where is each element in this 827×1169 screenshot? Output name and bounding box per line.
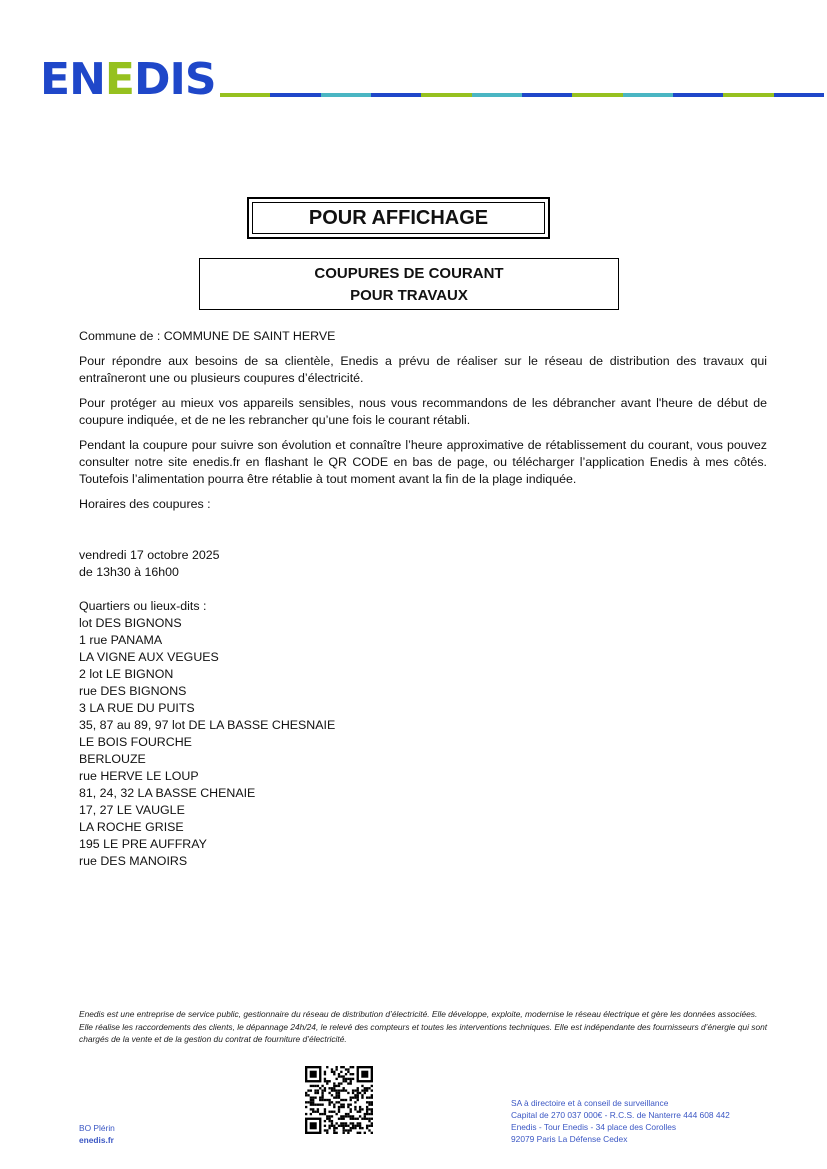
page-title: POUR AFFICHAGE [252, 202, 545, 234]
subtitle-line-1: COUPURES DE COURANT [314, 265, 504, 282]
legal-line: Capital de 270 037 000€ - R.C.S. de Nanterre 444 608 442 [511, 1110, 730, 1120]
stripe-segment [421, 93, 471, 97]
paragraph-3: Pendant la coupure pour suivre son évolution et connaître l’heure approximative de rétablissement du courant, vous pouvez consulter notre site enedis.fr en flashant le QR CODE en bas de page, ou télécharger l’application Enedis à mes côtés. Toutefois l’alimentation pourra être rétablie à tout moment avant la fin de la plage indiquée. [79, 438, 767, 486]
quartiers-label: Quartiers ou lieux-dits : [79, 599, 207, 613]
legal-line: SA à directoire et à conseil de surveillance [511, 1098, 669, 1108]
title-box [247, 197, 550, 239]
list-item: rue DES BIGNONS [79, 684, 187, 698]
office-name: BO Plérin [79, 1123, 115, 1133]
list-item: 2 lot LE BIGNON [79, 667, 174, 681]
list-item: rue DES MANOIRS [79, 854, 188, 868]
stripe-segment [522, 93, 572, 97]
header-stripe [220, 93, 824, 97]
stripe-segment [270, 93, 320, 97]
subtitle-box [199, 258, 619, 310]
qr-code[interactable] [305, 1066, 373, 1134]
legal-line: Enedis - Tour Enedis - 34 place des Corolles [511, 1122, 677, 1132]
outage-date: vendredi 17 octobre 2025 [79, 548, 220, 562]
outage-time: de 13h30 à 16h00 [79, 565, 179, 579]
subtitle-line-2: POUR TRAVAUX [350, 287, 468, 304]
horaires-label: Horaires des coupures : [79, 497, 211, 511]
stripe-segment [572, 93, 622, 97]
list-item: LA VIGNE AUX VEGUES [79, 650, 219, 664]
stripe-segment [723, 93, 773, 97]
list-item: 1 rue PANAMA [79, 633, 163, 647]
website-link[interactable]: enedis.fr [79, 1135, 114, 1145]
stripe-segment [472, 93, 522, 97]
list-item: LE BOIS FOURCHE [79, 735, 192, 749]
enedis-logo [40, 56, 220, 102]
list-item: LA ROCHE GRISE [79, 820, 184, 834]
legal-line: 92079 Paris La Défense Cedex [511, 1134, 628, 1144]
list-item: lot DES BIGNONS [79, 616, 182, 630]
footer-office [79, 1122, 115, 1146]
paragraph-1: Pour répondre aux besoins de sa clientèle, Enedis a prévu de réaliser sur le réseau de distribution des travaux qui entraîneront une ou plusieurs coupures d’électricité. [79, 354, 767, 385]
list-item: BERLOUZE [79, 752, 146, 766]
stripe-segment [220, 93, 270, 97]
list-item: 195 LE PRE AUFFRAY [79, 837, 207, 851]
commune-line: Commune de : COMMUNE DE SAINT HERVE [79, 329, 336, 343]
list-item: 17, 27 LE VAUGLE [79, 803, 185, 817]
list-item: rue HERVE LE LOUP [79, 769, 199, 783]
list-item: 81, 24, 32 LA BASSE CHENAIE [79, 786, 256, 800]
list-item: 3 LA RUE DU PUITS [79, 701, 195, 715]
footer-disclaimer: Enedis est une entreprise de service public, gestionnaire du réseau de distribution d’électricité. Elle développe, exploite, modernise le réseau électrique et gère les données associées. Elle réalise les raccordements des clients, le dépannage 24h/24, le relevé des compteurs et toutes les interventions techniques. Elle est indépendante des fournisseurs d’énergie qui sont chargés de la vente et de la gestion du contrat de fourniture d’électricité. [79, 1009, 768, 1044]
places-list [79, 598, 335, 870]
stripe-segment [774, 93, 824, 97]
svg-text:ENEDIS: ENEDIS [40, 56, 216, 102]
stripe-segment [623, 93, 673, 97]
stripe-segment [371, 93, 421, 97]
list-item: 35, 87 au 89, 97 lot DE LA BASSE CHESNAIE [79, 718, 336, 732]
stripe-segment [673, 93, 723, 97]
paragraph-2: Pour protéger au mieux vos appareils sensibles, nous vous recommandons de les débrancher avant l'heure de début de coupure indiquée, et de ne les rebrancher qu’une fois le courant rétabli. [79, 396, 767, 427]
footer-legal [511, 1097, 730, 1145]
stripe-segment [321, 93, 371, 97]
